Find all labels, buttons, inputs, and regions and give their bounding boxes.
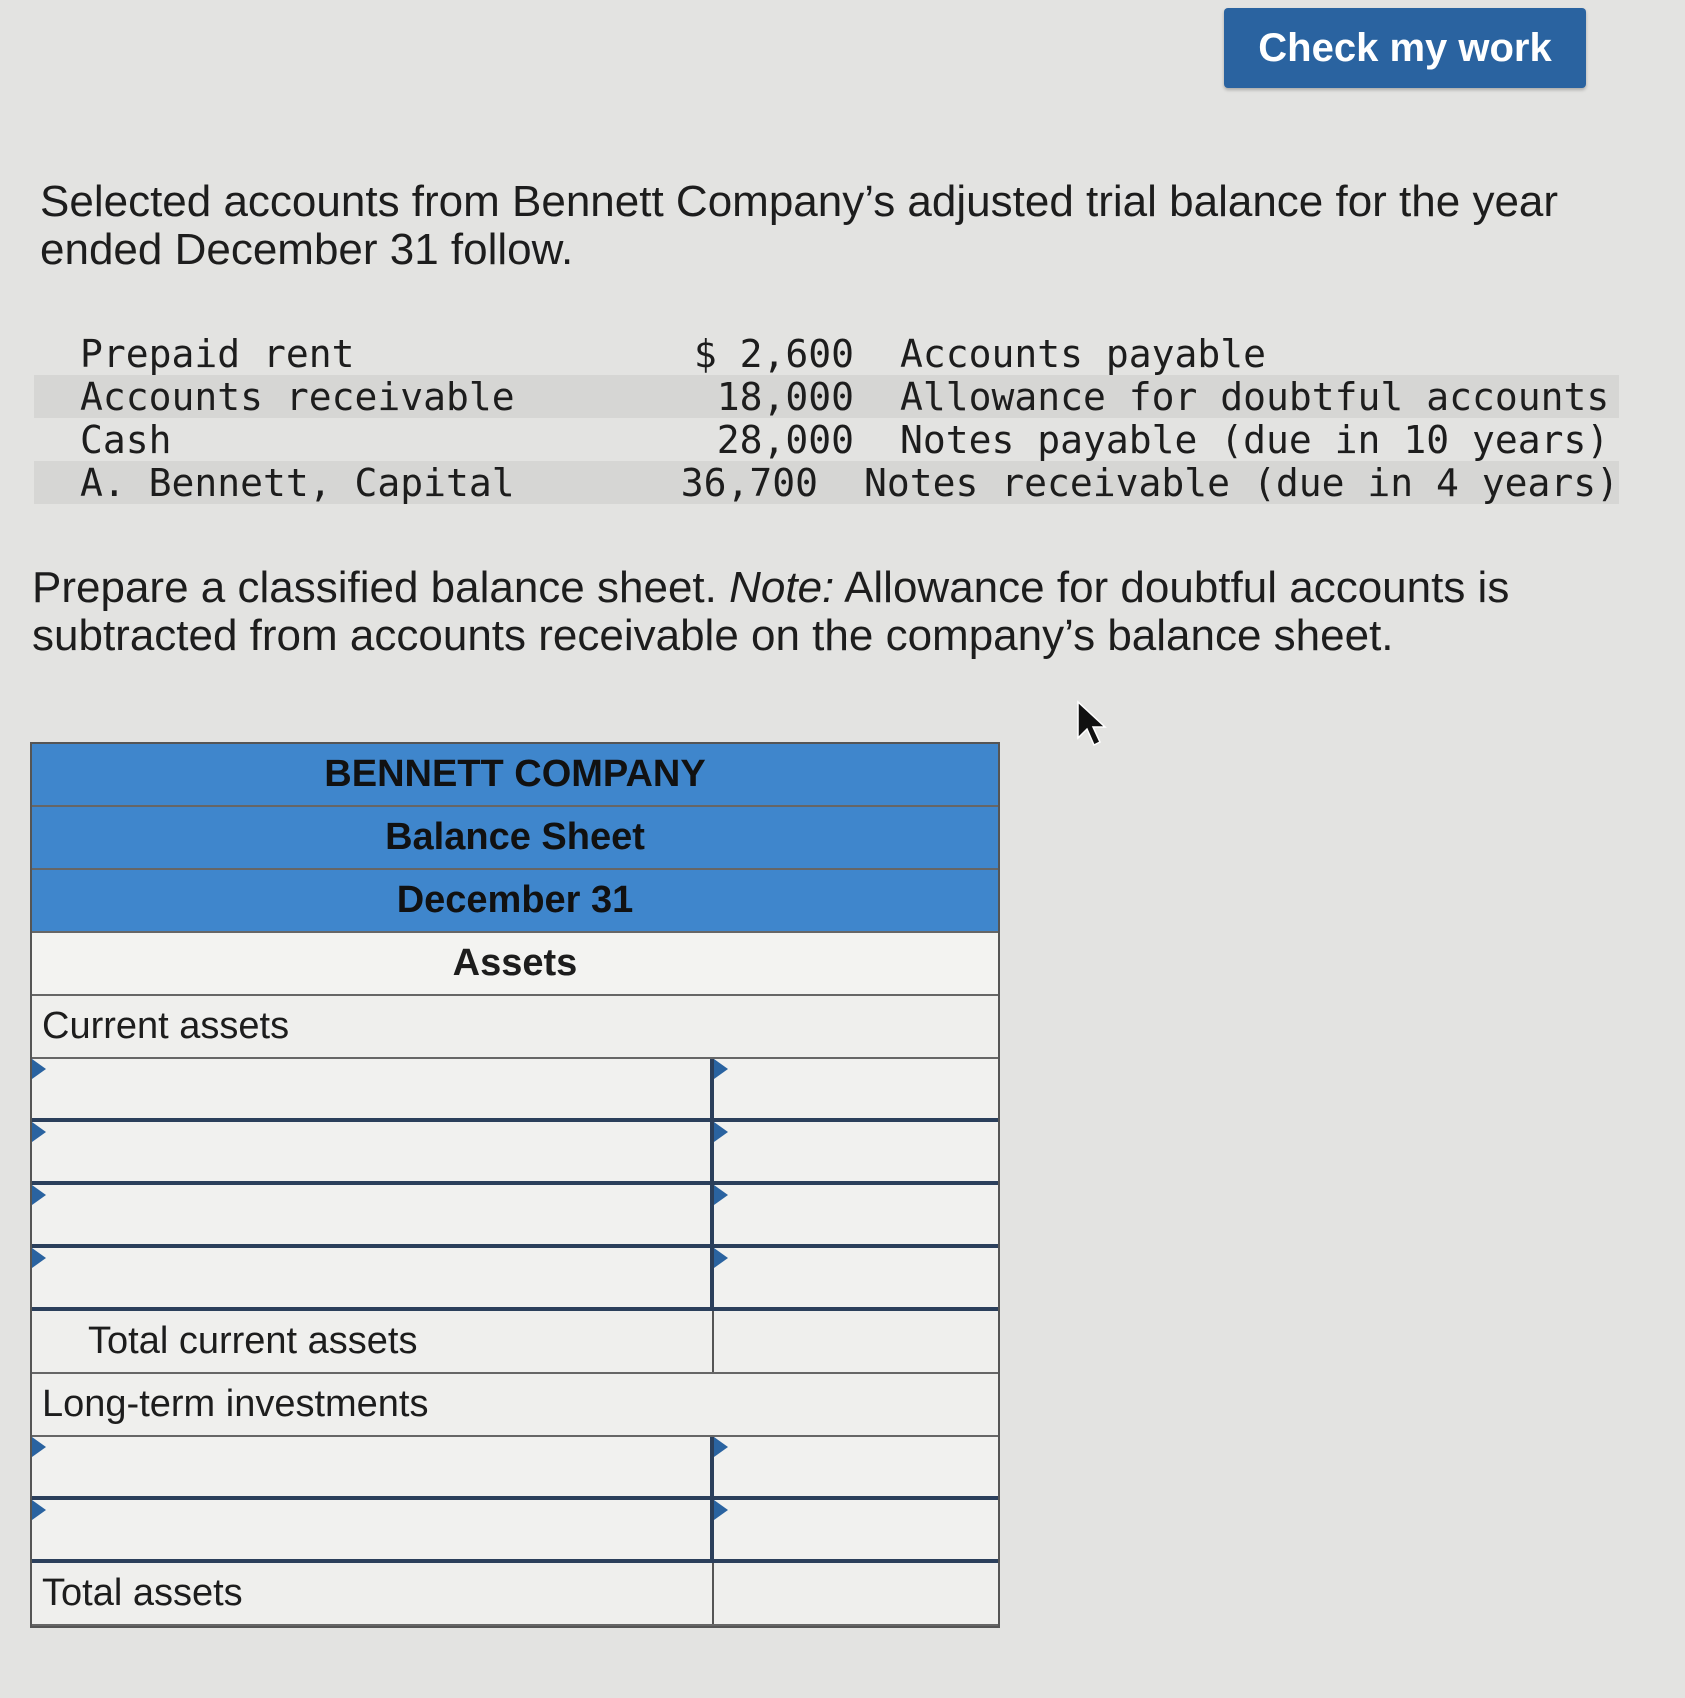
long-term-account-dropdown[interactable] — [32, 1437, 710, 1496]
total-current-assets-input[interactable] — [714, 1311, 998, 1372]
current-asset-amount-input[interactable] — [714, 1248, 998, 1307]
account-name: Accounts payable — [900, 331, 1267, 376]
answer-marker-icon — [32, 1185, 46, 1205]
current-asset-account-dropdown[interactable] — [32, 1248, 710, 1307]
long-term-investments-row — [32, 1374, 998, 1437]
account-name: Prepaid rent — [80, 331, 355, 376]
task-text — [32, 564, 1632, 660]
answer-marker-icon — [714, 1437, 728, 1457]
current-asset-input-row — [32, 1185, 998, 1248]
current-asset-input-row — [32, 1122, 998, 1185]
long-term-account-dropdown[interactable] — [32, 1500, 710, 1559]
current-asset-account-dropdown[interactable] — [32, 1122, 710, 1181]
check-my-work-button[interactable]: Check my work — [1224, 8, 1586, 88]
account-amount: 28,000 — [716, 417, 854, 462]
total-current-assets-label: Total current assets — [32, 1311, 714, 1372]
answer-marker-icon — [32, 1122, 46, 1142]
balance-sheet-table — [30, 742, 1000, 1628]
account-name: Notes receivable (due in 4 years) — [864, 460, 1619, 505]
long-term-amount-input[interactable] — [714, 1500, 998, 1559]
account-name: Accounts receivable — [80, 374, 515, 419]
statement-date-header — [32, 870, 998, 933]
long-term-input-row — [32, 1437, 998, 1500]
current-asset-account-dropdown[interactable] — [32, 1059, 710, 1118]
task-note-label: Note: — [729, 563, 835, 612]
task-suffix: Allowance for doubtful accounts is subtracted from accounts receivable on the company’s balance sheet. — [32, 563, 1510, 660]
accounts-list — [34, 332, 1619, 504]
statement-name: Balance Sheet — [385, 816, 645, 858]
account-row — [34, 375, 1619, 418]
account-row — [34, 461, 1619, 504]
company-name-header — [32, 744, 998, 807]
total-assets-label: Total assets — [32, 1563, 714, 1624]
answer-marker-icon — [714, 1248, 728, 1268]
statement-name-header — [32, 807, 998, 870]
account-name: Notes payable (due in 10 years) — [900, 417, 1610, 462]
current-asset-account-dropdown[interactable] — [32, 1185, 710, 1244]
total-current-assets-row — [32, 1311, 998, 1374]
long-term-input-row — [32, 1500, 998, 1563]
account-amount: 36,700 — [680, 460, 819, 505]
current-assets-label: Current assets — [42, 1005, 290, 1047]
company-name: BENNETT COMPANY — [324, 753, 706, 795]
task-prefix: Prepare a classified balance sheet. — [32, 563, 730, 612]
answer-marker-icon — [714, 1059, 728, 1079]
total-assets-input[interactable] — [714, 1563, 998, 1624]
intro-text: Selected accounts from Bennett Company’s adjusted trial balance for the year ended December 31 follow. — [40, 177, 1559, 274]
account-name: Cash — [80, 417, 172, 462]
current-assets-row — [32, 996, 998, 1059]
long-term-amount-input[interactable] — [714, 1437, 998, 1496]
account-row — [34, 418, 1619, 461]
answer-marker-icon — [714, 1185, 728, 1205]
account-name: A. Bennett, Capital — [80, 460, 515, 505]
mouse-cursor-icon — [1076, 700, 1108, 748]
account-row — [34, 332, 1619, 375]
long-term-investments-label: Long-term investments — [42, 1383, 429, 1425]
current-asset-amount-input[interactable] — [714, 1122, 998, 1181]
assets-section-header — [32, 933, 998, 996]
answer-marker-icon — [714, 1500, 728, 1520]
answer-marker-icon — [32, 1437, 46, 1457]
current-asset-input-row — [32, 1248, 998, 1311]
account-amount: $ 2,600 — [693, 331, 854, 376]
answer-marker-icon — [32, 1059, 46, 1079]
current-asset-input-row — [32, 1059, 998, 1122]
total-assets-row — [32, 1563, 998, 1626]
assets-heading: Assets — [452, 942, 578, 984]
account-amount: 18,000 — [716, 374, 854, 419]
answer-marker-icon — [714, 1122, 728, 1142]
current-asset-amount-input[interactable] — [714, 1185, 998, 1244]
statement-date: December 31 — [396, 879, 634, 921]
account-name: Allowance for doubtful accounts — [900, 374, 1610, 419]
answer-marker-icon — [32, 1500, 46, 1520]
current-asset-amount-input[interactable] — [714, 1059, 998, 1118]
answer-marker-icon — [32, 1248, 46, 1268]
